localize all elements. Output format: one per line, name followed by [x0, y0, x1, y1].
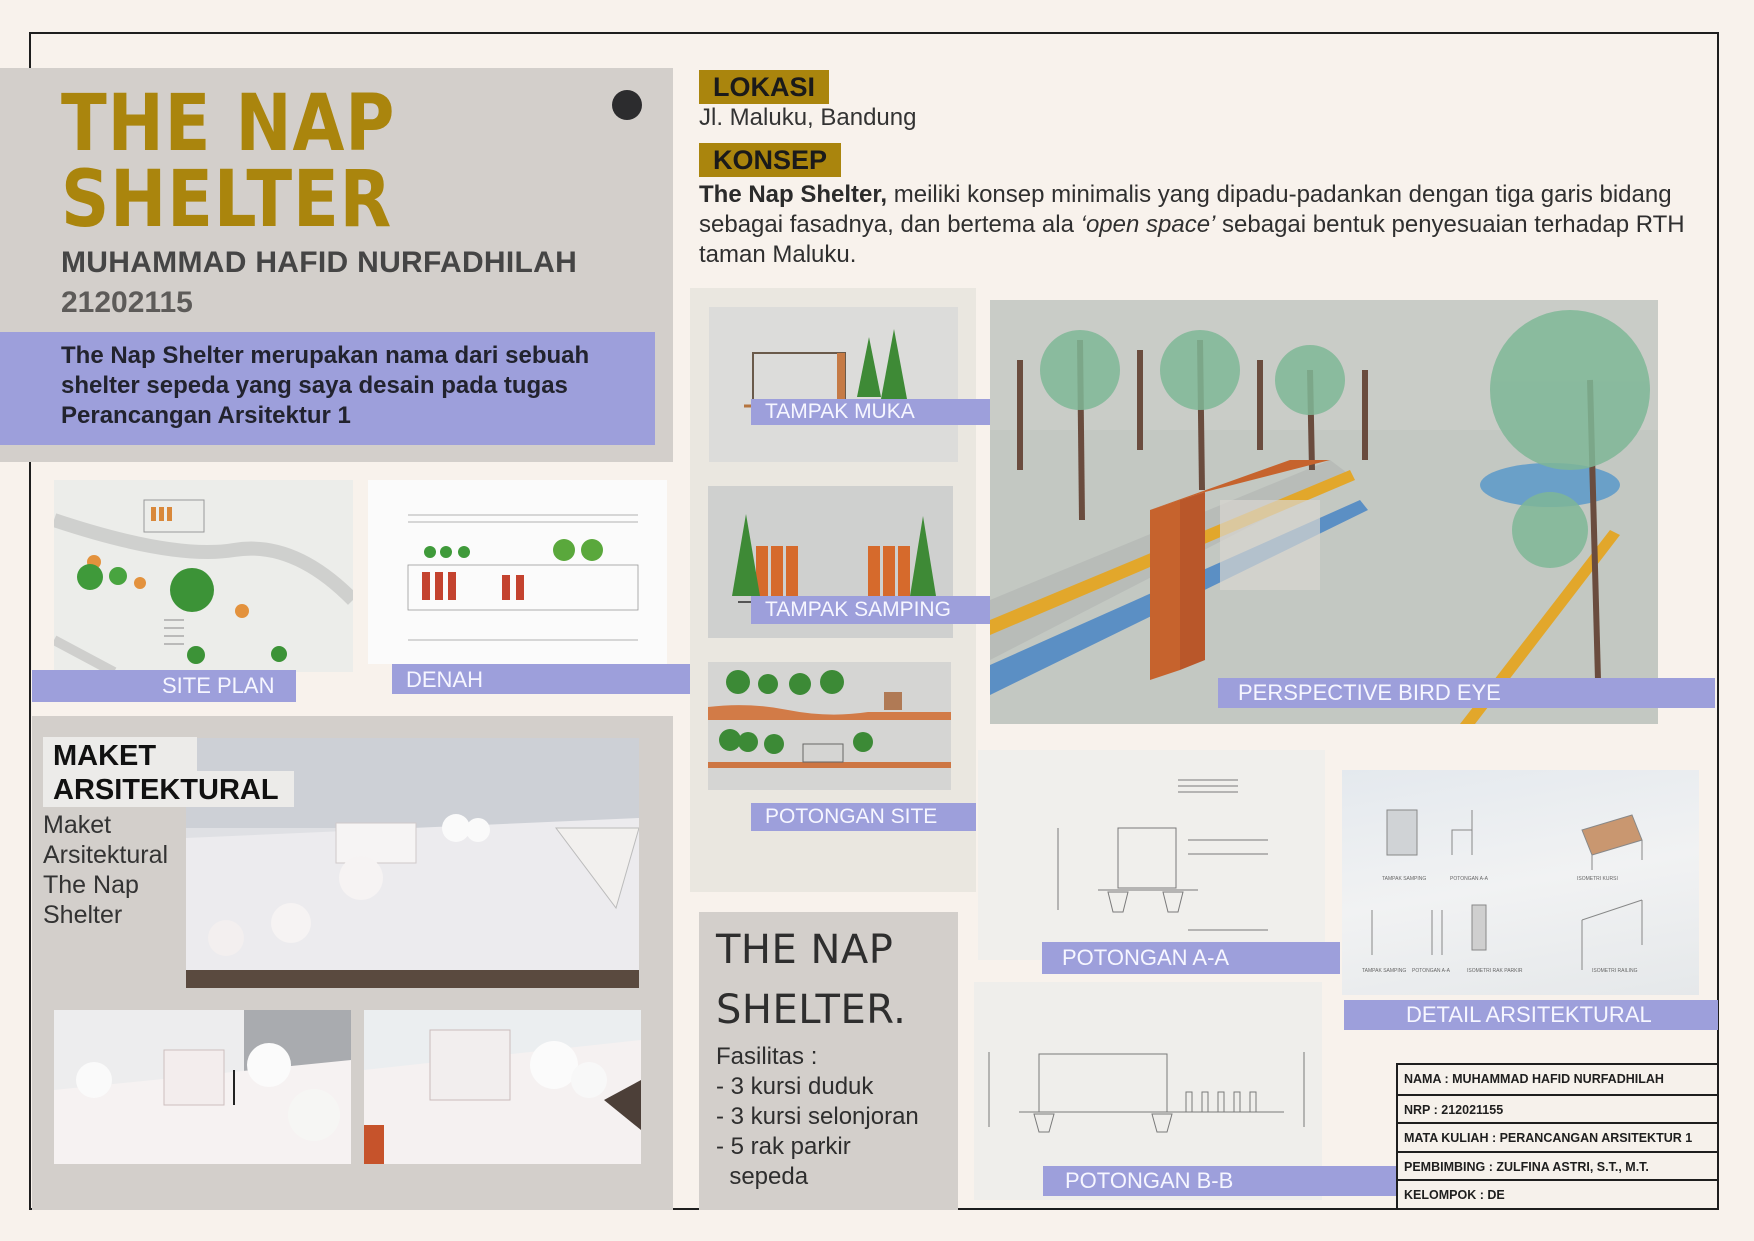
author-id: 21202115: [61, 286, 193, 319]
potongan-aa-image: [978, 750, 1325, 960]
detail-sublabel: ISOMETRI KURSI: [1577, 876, 1618, 882]
title-line-2: SHELTER: [61, 155, 393, 245]
potongan-site-label: POTONGAN SITE: [751, 803, 976, 831]
perspective-image: [990, 300, 1658, 724]
poster-title: [61, 79, 396, 245]
facilities-label: Fasilitas :: [716, 1043, 818, 1070]
konsep-text: [699, 180, 1699, 270]
potongan-site-image: [708, 662, 951, 790]
tampak-muka-image: [709, 307, 958, 462]
maket-title-line-1: MAKET: [53, 740, 157, 772]
info-row-pembimbing: PEMBIMBING : ZULFINA ASTRI, S.T., M.T.: [1398, 1151, 1717, 1180]
author-name: MUHAMMAD HAFID NURFADHILAH: [61, 246, 578, 279]
tampak-samping-label: TAMPAK SAMPING: [751, 596, 991, 624]
description-text: The Nap Shelter merupakan nama dari sebuah shelter sepeda yang saya desain pada tugas Perancangan Arsitektur 1: [61, 342, 590, 429]
detail-sublabel: ISOMETRI RAK PARKIR: [1467, 968, 1523, 974]
konsep-italic: ‘open space’: [1080, 211, 1216, 238]
site-plan-image: [54, 480, 353, 672]
detail-sublabel: POTONGAN A-A: [1450, 876, 1488, 882]
konsep-tag: KONSEP: [699, 143, 841, 177]
detail-sublabel: TAMPAK SAMPING: [1362, 968, 1407, 974]
facility-item: - 3 kursi selonjoran: [716, 1103, 919, 1130]
summary-title-line-2: SHELTER.: [716, 987, 907, 1033]
maket-title: [53, 739, 279, 807]
info-row-kelompok: KELOMPOK : DE: [1398, 1179, 1717, 1208]
konsep-lead: The Nap Shelter,: [699, 181, 888, 208]
detail-sublabel: ISOMETRI RAILING: [1592, 968, 1638, 974]
tampak-muka-label: TAMPAK MUKA: [751, 399, 991, 425]
perspective-label: PERSPECTIVE BIRD EYE: [1218, 678, 1715, 708]
detail-label: DETAIL ARSITEKTURAL: [1344, 1000, 1718, 1030]
facility-item: - 3 kursi duduk: [716, 1073, 874, 1100]
potongan-bb-label: POTONGAN B-B: [1043, 1166, 1403, 1196]
detail-sublabel: TAMPAK SAMPING: [1382, 876, 1427, 882]
detail-arsitektural-image: [1342, 770, 1699, 995]
konsep-part2: sebagai bentuk penyesuaian terhadap RTH taman Maluku.: [699, 211, 1685, 268]
maket-title-line-2: ARSITEKTURAL: [53, 774, 279, 806]
bullet-dot-icon: [612, 90, 642, 120]
facility-item: - 5 rak parkir: [716, 1133, 851, 1160]
lokasi-tag: LOKASI: [699, 70, 829, 104]
maket-photo-left: [54, 1010, 351, 1164]
summary-title: [716, 920, 906, 1040]
denah-image: [368, 480, 667, 664]
info-row-nrp: NRP : 212021155: [1398, 1094, 1717, 1123]
maket-caption-line: Maket: [43, 811, 112, 839]
maket-caption: [43, 810, 168, 930]
facilities-list: [716, 1042, 919, 1192]
maket-caption-line: Arsitektural: [43, 841, 169, 869]
maket-photo-right: [364, 1010, 641, 1164]
maket-caption-line: Shelter: [43, 901, 123, 929]
lokasi-value: Jl. Maluku, Bandung: [699, 104, 917, 131]
detail-sublabel: POTONGAN A-A: [1412, 968, 1450, 974]
potongan-aa-label: POTONGAN A-A: [1042, 942, 1340, 974]
konsep-part1: meiliki konsep minimalis yang dipadu-padankan dengan tiga garis bidang sebagai fasadnya, dan bertema ala: [699, 181, 1672, 238]
denah-label: DENAH: [392, 664, 690, 694]
student-info-table: [1396, 1063, 1719, 1210]
summary-title-line-1: THE NAP: [716, 927, 894, 973]
maket-caption-line: The Nap: [43, 871, 139, 899]
info-row-mata-kuliah: MATA KULIAH : PERANCANGAN ARSITEKTUR 1: [1398, 1122, 1717, 1151]
facility-item: sepeda: [716, 1163, 809, 1190]
site-plan-label: SITE PLAN: [32, 670, 296, 702]
info-row-nama: NAMA : MUHAMMAD HAFID NURFADHILAH: [1404, 1072, 1664, 1086]
title-line-1: THE NAP: [61, 79, 396, 169]
